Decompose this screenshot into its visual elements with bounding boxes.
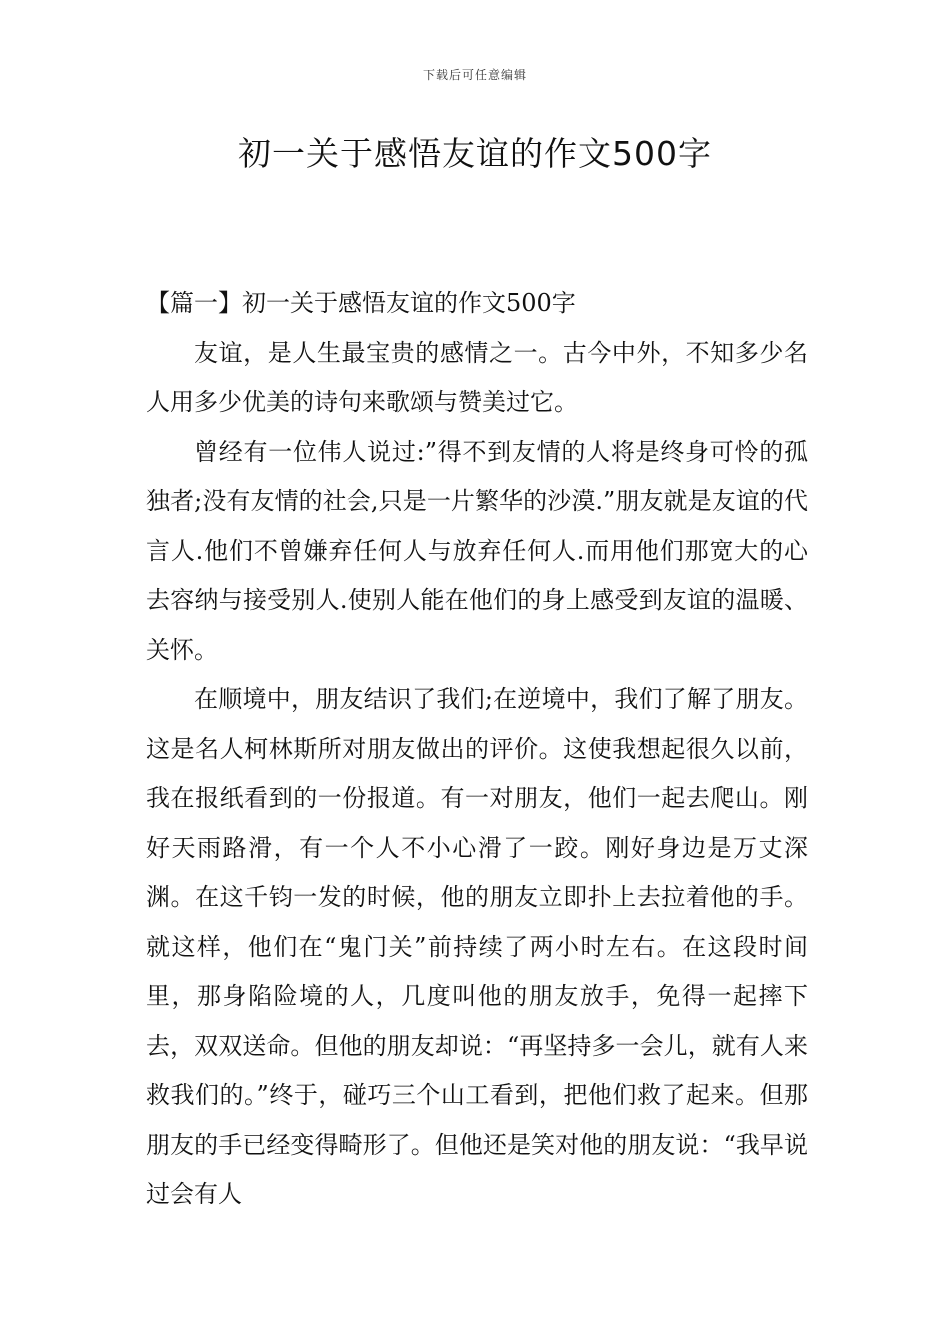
header-note: 下载后可任意编辑 — [422, 68, 527, 82]
section-heading: 【篇一】初一关于感悟友谊的作文500字 — [146, 289, 576, 317]
paragraph-2: 曾经有一位伟人说过:”得不到友情的人将是终身可怜的孤独者;没有友情的社会,只是一片繁华的沙漠.”朋友就是友谊的代言人.他们不曾嫌弃任何人与放弃任何人.而用他们那宽大的心去容纳与接受别人.使别人能在他们的身上感受到友谊的温暖、关怀。 — [146, 437, 808, 664]
document-body — [146, 279, 808, 1220]
paragraph-3: 在顺境中，朋友结识了我们;在逆境中，我们了解了朋友。这是名人柯林斯所对朋友做出的评价。这使我想起很久以前，我在报纸看到的一份报道。有一对朋友，他们一起去爬山。刚好天雨路滑，有一个人不小心滑了一跤。刚好身边是万丈深渊。在这千钧一发的时候，他的朋友立即扑上去拉着他的手。就这样，他们在“鬼门关”前持续了两小时左右。在这段时间里，那身陷险境的人，几度叫他的朋友放手，免得一起摔下去，双双送命。但他的朋友却说：“再坚持多一会儿，就有人来救我们的。”终于，碰巧三个山工看到，把他们救了起来。但那朋友的手已经变得畸形了。但他还是笑对他的朋友说：“我早说过会有人 — [146, 685, 808, 1208]
document-title: 初一关于感悟友谊的作文500字 — [238, 134, 712, 173]
paragraph-1: 友谊，是人生最宝贵的感情之一。古今中外，不知多少名人用多少优美的诗句来歌颂与赞美过它。 — [146, 338, 808, 416]
